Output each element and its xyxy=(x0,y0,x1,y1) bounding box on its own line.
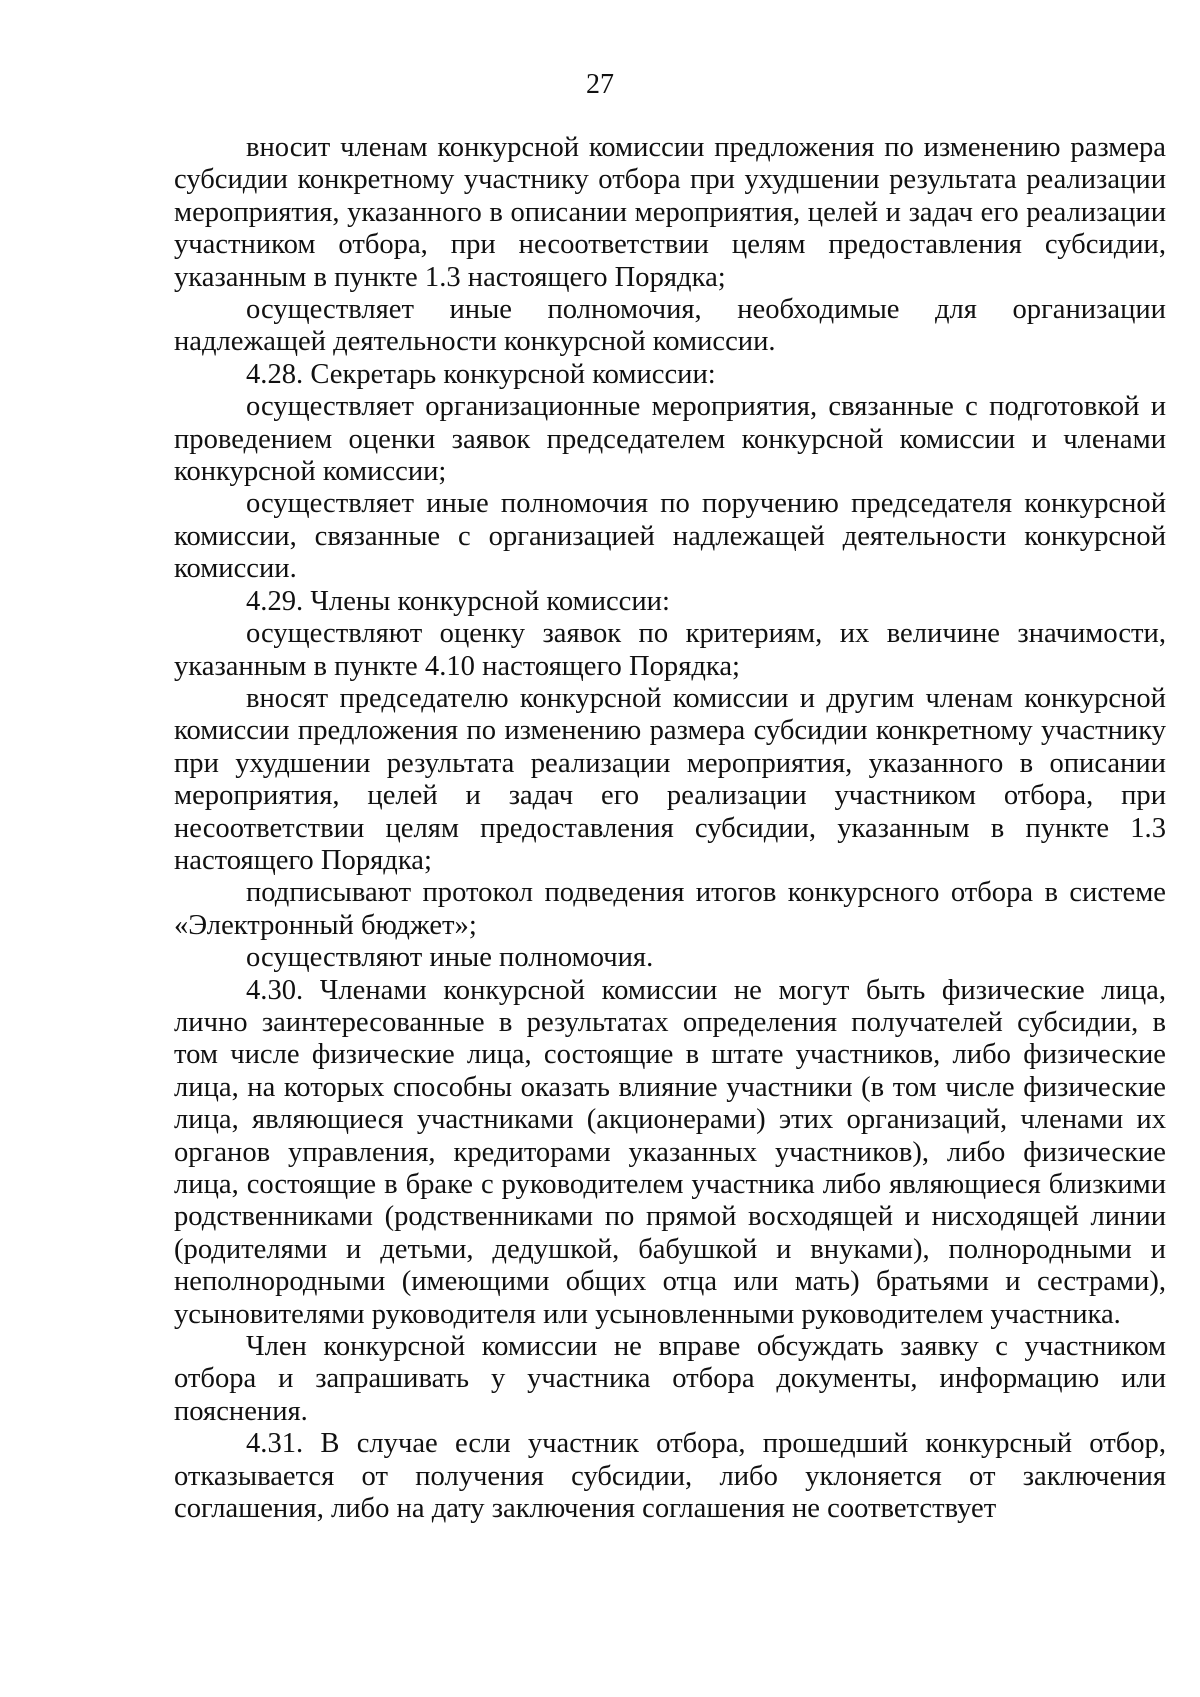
document-body xyxy=(174,132,1166,1525)
paragraph-members-other-powers: осуществляют иные полномочия. xyxy=(246,942,654,974)
paragraph-4-30-restriction: Член конкурсной комиссии не вправе обсуждать заявку с участником отбора и запрашивать у участника отбора документы, информацию или пояснения. xyxy=(174,1331,1166,1427)
paragraph-4-28-heading: 4.28. Секретарь конкурсной комиссии: xyxy=(246,358,716,390)
paragraph-chairman-proposals: вносит членам конкурсной комиссии предложения по изменению размера субсидии конкретному участнику отбора при ухудшении результата реализации мероприятия, указанного в описании мероприятия, целей и задач его реализации участником отбора, при несоответствии целям предоставления субсидии, указанным в пункте 1.3 настоящего Порядка; xyxy=(174,132,1166,293)
paragraph-4-29-heading: 4.29. Члены конкурсной комиссии: xyxy=(246,585,670,617)
page-number: 27 xyxy=(586,69,614,100)
paragraph-members-sign-protocol: подписывают протокол подведения итогов конкурсного отбора в системе «Электронный бюджет»; xyxy=(174,877,1166,941)
paragraph-members-proposals: вносят председателю конкурсной комиссии и другим членам конкурсной комиссии предложения по изменению размера субсидии конкретному участнику при ухудшении результата реализации мероприятия, указанного в описании мероприятия, целей и задач его реализации участником отбора, при несоответствии целям предоставления субсидии, указанным в пункте 1.3 настоящего Порядка; xyxy=(174,682,1166,876)
paragraph-members-evaluate: осуществляют оценку заявок по критериям, их величине значимости, указанным в пункте 4.10 настоящего Порядка; xyxy=(174,618,1166,682)
paragraph-secretary-other-powers: осуществляет иные полномочия по поручению председателя конкурсной комиссии, связанные с организацией надлежащей деятельности конкурсной комиссии. xyxy=(174,488,1166,585)
paragraph-chairman-other-powers: осуществляет иные полномочия, необходимые для организации надлежащей деятельности конкурсной комиссии. xyxy=(174,294,1166,358)
paragraph-4-31: 4.31. В случае если участник отбора, прошедший конкурсный отбор, отказывается от получения субсидии, либо уклоняется от заключения соглашения, либо на дату заключения соглашения не соответствует xyxy=(174,1428,1166,1525)
paragraph-4-30: 4.30. Членами конкурсной комиссии не могут быть физические лица, лично заинтересованные в результатах определения получателей субсидии, в том числе физические лица, состоящие в штате участников, либо физические лица, на которых способны оказать влияние участники (в том числе физические лица, являющиеся участниками (акционерами) этих организаций, членами их органов управления, кредиторами указанных участников), либо физические лица, состоящие в браке с руководителем участника либо являющиеся близкими родственниками (родственниками по прямой восходящей и нисходящей линии (родителями и детьми, дедушкой, бабушкой и внуками), полнородными и неполнородными (имеющими общих отца или мать) братьями и сестрами), усыновителями руководителя или усыновленными руководителем участника. xyxy=(174,974,1166,1330)
paragraph-secretary-organizes: осуществляет организационные мероприятия, связанные с подготовкой и проведением оценки заявок председателем конкурсной комиссии и членами конкурсной комиссии; xyxy=(174,391,1166,488)
